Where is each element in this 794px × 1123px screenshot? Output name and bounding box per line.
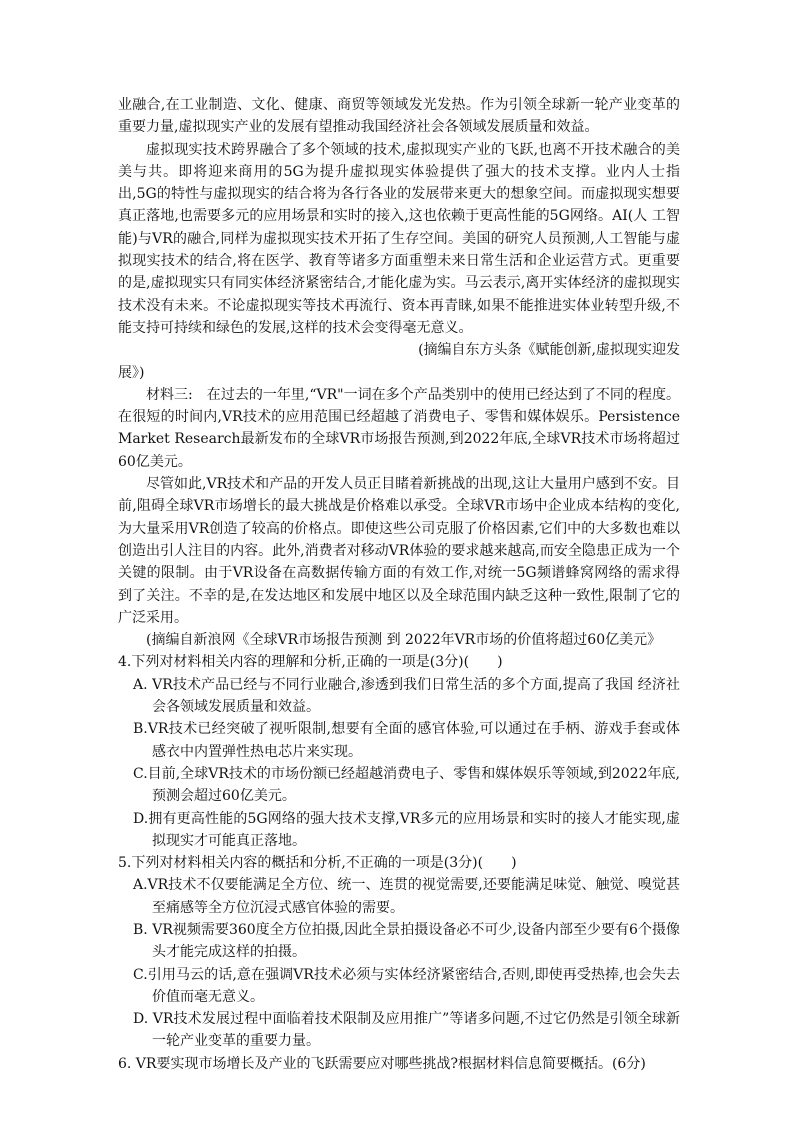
source-citation-2: (摘编自新浪网《全球VR市场报告预测 到 2022年VR市场的价值将超过60亿美元》 (146, 632, 662, 649)
paragraph-vr-challenges: 尽管如此,VR技术和产品的开发人员正目睹着新挑战的出现,这让大量用户感到不安。目前,阻碍全球VR市场增长的最大挑战是价格难以承受。全球VR市场中企业成本结构的变化,为大量采用VR创造了较高的价格点。即使这些公司克服了价格因素,它们中的大多数也难以创造出引人注目的内容。此外,消费者对移动VR体验的要求越来越高,而安全隐患正成为一个关键的限制。由于VR设备在高数据传输方面的有效工作,对统一5G频谱蜂窝网络的需求得到了关注。不幸的是,在发达地区和发展中地区以及全球范围内缺乏这种一致性,限制了它的广泛采用。 (118, 476, 680, 626)
source-citation-1: (摘编自东方头条《赋能创新,虚拟现实迎发 (418, 342, 680, 359)
question-5-option-b: B. VR视频需要360度全方位拍摄,因此全景拍摄设备必不可少,设备内部至少要有6个摄像头才能完成这样的拍摄。 (133, 921, 680, 961)
question-4-option-b: B.VR技术已经突破了视听限制,想要有全面的感官体验,可以通过在手柄、游戏手套或体感衣中内置弹性热电芯片来实现。 (133, 721, 680, 760)
paragraph-industry-fusion: 业融合,在工业制造、文化、健康、商贸等领域发光发热。作为引领全球新一轮产业变革的重要力量,虚拟现实产业的发展有望推动我国经济社会各领域发展质量和效益。 (118, 97, 680, 136)
question-4-option-c: C.目前,全球VR技术的市场份额已经超越消费电子、零售和媒体娱乐等领域,到2022年底,预测会超过60亿美元。 (133, 765, 680, 805)
question-6-stem: 6. VR要实现市场增长及产业的飞跃需要应对哪些挑战?根据材料信息简要概括。(6分) (118, 1055, 646, 1072)
question-5-option-d: D. VR技术发展过程中面临着技术限制及应用推广”等诸多问题,不过它仍然是引领全球新一轮产业变革的重要力量。 (133, 1011, 680, 1050)
question-5-option-c: C.引用马云的话,意在强调VR技术必须与实体经济紧密结合,否则,即使再受热捧,也会失去价值而毫无意义。 (133, 966, 680, 1005)
document-page (118, 94, 680, 1075)
paragraph-material-three: 材料三: 在过去的一年里,“VR"一词在多个产品类别中的使用已经达到了不同的程度。在很短的时间内,VR技术的应用范围已经超越了消费电子、零售和媒体娱乐。Persistence Market Research最新发布的全球VR市场报告预测,到2022年底,全球VR技术市场将超过60亿美元。 (118, 386, 680, 470)
source-citation-1-end: 展》) (118, 364, 145, 381)
question-4-option-d: D.拥有更高性能的5G网络的强大技术支撑,VR多元的应用场景和实时的接人才能实现,虚拟现实才可能真正落地。 (133, 810, 680, 849)
question-4-stem: 4.下列对材料相关内容的理解和分析,正确的一项是(3分)( ) (118, 654, 503, 671)
question-5-stem: 5.下列对材料相关内容的概括和分析,不正确的一项是(3分)( ) (118, 855, 517, 872)
question-5-option-a: A.VR技术不仅要能满足全方位、统一、连贯的视觉需要,还要能满足味觉、触觉、嗅觉甚至痛感等全方位沉浸式感官体验的需要。 (133, 877, 680, 916)
paragraph-tech-fusion: 虚拟现实技术跨界融合了多个领域的技术,虚拟现实产业的飞跃,也离不开技术融合的美美与共。即将迎来商用的5G为提升虚拟现实体验提供了强大的技术支撑。业内人士指出,5G的特性与虚拟现实的结合将为各行各业的发展带来更大的想象空间。而虚拟现实想要真正落地,也需要多元的应用场景和实时的接入,这也依赖于更高性能的5G网络。AI(人 工智能)与VR的融合,同样为虚拟现实技术开拓了生存空间。美国的研究人员预测,人工智能与虚拟现实技术的结合,将在医学、教育等诸多方面重塑未来日常生活和企业运营方式。更重要的是,虚拟现实只有同实体经济紧密结合,才能化虚为实。马云表示,离开实体经济的虚拟现实技术没有未来。不论虚拟现实等技术再流行、资本再青睐,如果不能推进实体业转型升级,不能支持可持续和绿色的发展,这样的技术会变得毫无意义。 (118, 141, 680, 336)
question-4-option-a: A. VR技术产品已经与不同行业融合,渗透到我们日常生活的多个方面,提高了我国 经济社会各领域发展质量和效益。 (133, 676, 680, 716)
